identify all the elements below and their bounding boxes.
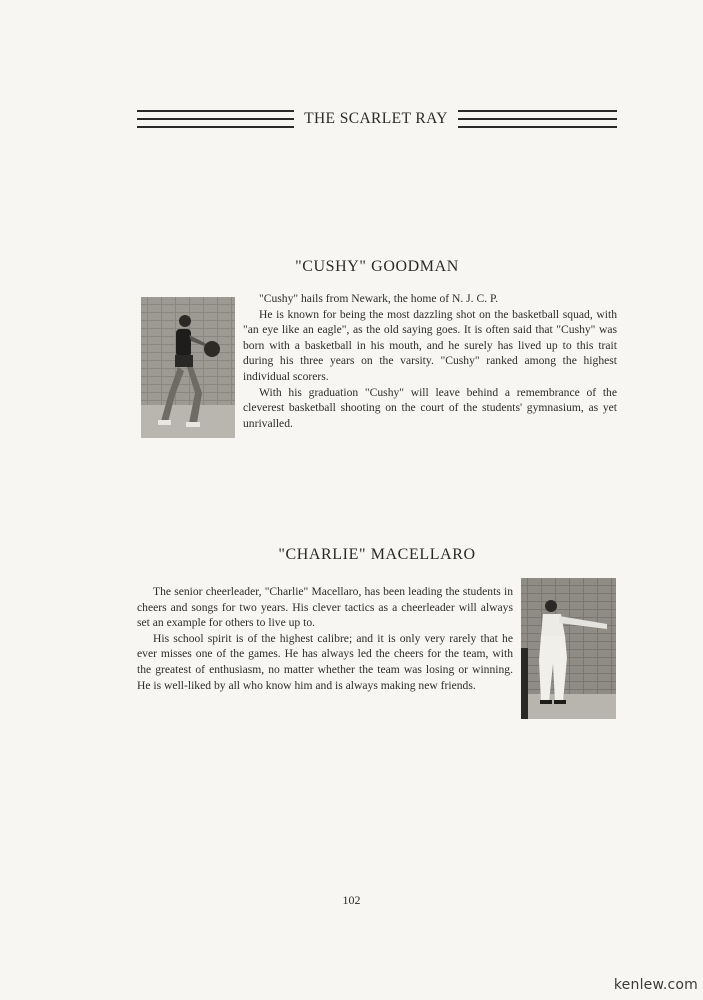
paragraph: He is known for being the most dazzling shot on the basketball squad, with "an eye like an eagle", as the old saying goes. It is often said that "Cushy" was born with a basketball in his mouth, and he surely has lived up to this trait during his three years on the varsity. "Cushy" ranked among the highest individual scorers. xyxy=(243,307,617,383)
paragraph: "Cushy" hails from Newark, the home of N. J. C. P. xyxy=(259,292,499,305)
site-watermark: kenlew.com xyxy=(613,977,698,993)
section-body-macellaro xyxy=(137,584,513,693)
paragraph: His school spirit is of the highest calibre; and it is only very rarely that he ever misses one of the games. He has always led the cheers for the team, with the greatest of enthusiasm, no matter whether the team was losing or winning. He is well-liked by all who know him and is always making new friends. xyxy=(137,631,513,692)
section-body-goodman xyxy=(243,291,617,431)
page-header xyxy=(137,107,617,133)
publication-title: THE SCARLET RAY xyxy=(304,110,448,127)
paragraph: The senior cheerleader, "Charlie" Macellaro, has been leading the students in cheers and songs for two years. His clever tactics as a cheerleader will always set an example for others to live up to. xyxy=(137,585,513,630)
page-number: 102 xyxy=(342,893,361,907)
section-heading-macellaro: "CHARLIE" MACELLARO xyxy=(278,546,476,563)
basketball-player-photo-icon xyxy=(141,297,235,438)
section-heading-goodman: "CUSHY" GOODMAN xyxy=(295,258,459,275)
header-rule-left xyxy=(137,110,294,130)
paragraph: With his graduation "Cushy" will leave behind a remembrance of the cleverest basketball shooting on the court of the students' gymnasium, as yet unrivalled. xyxy=(243,385,617,430)
header-rule-right xyxy=(458,110,617,130)
cheerleader-photo-icon xyxy=(521,578,616,719)
